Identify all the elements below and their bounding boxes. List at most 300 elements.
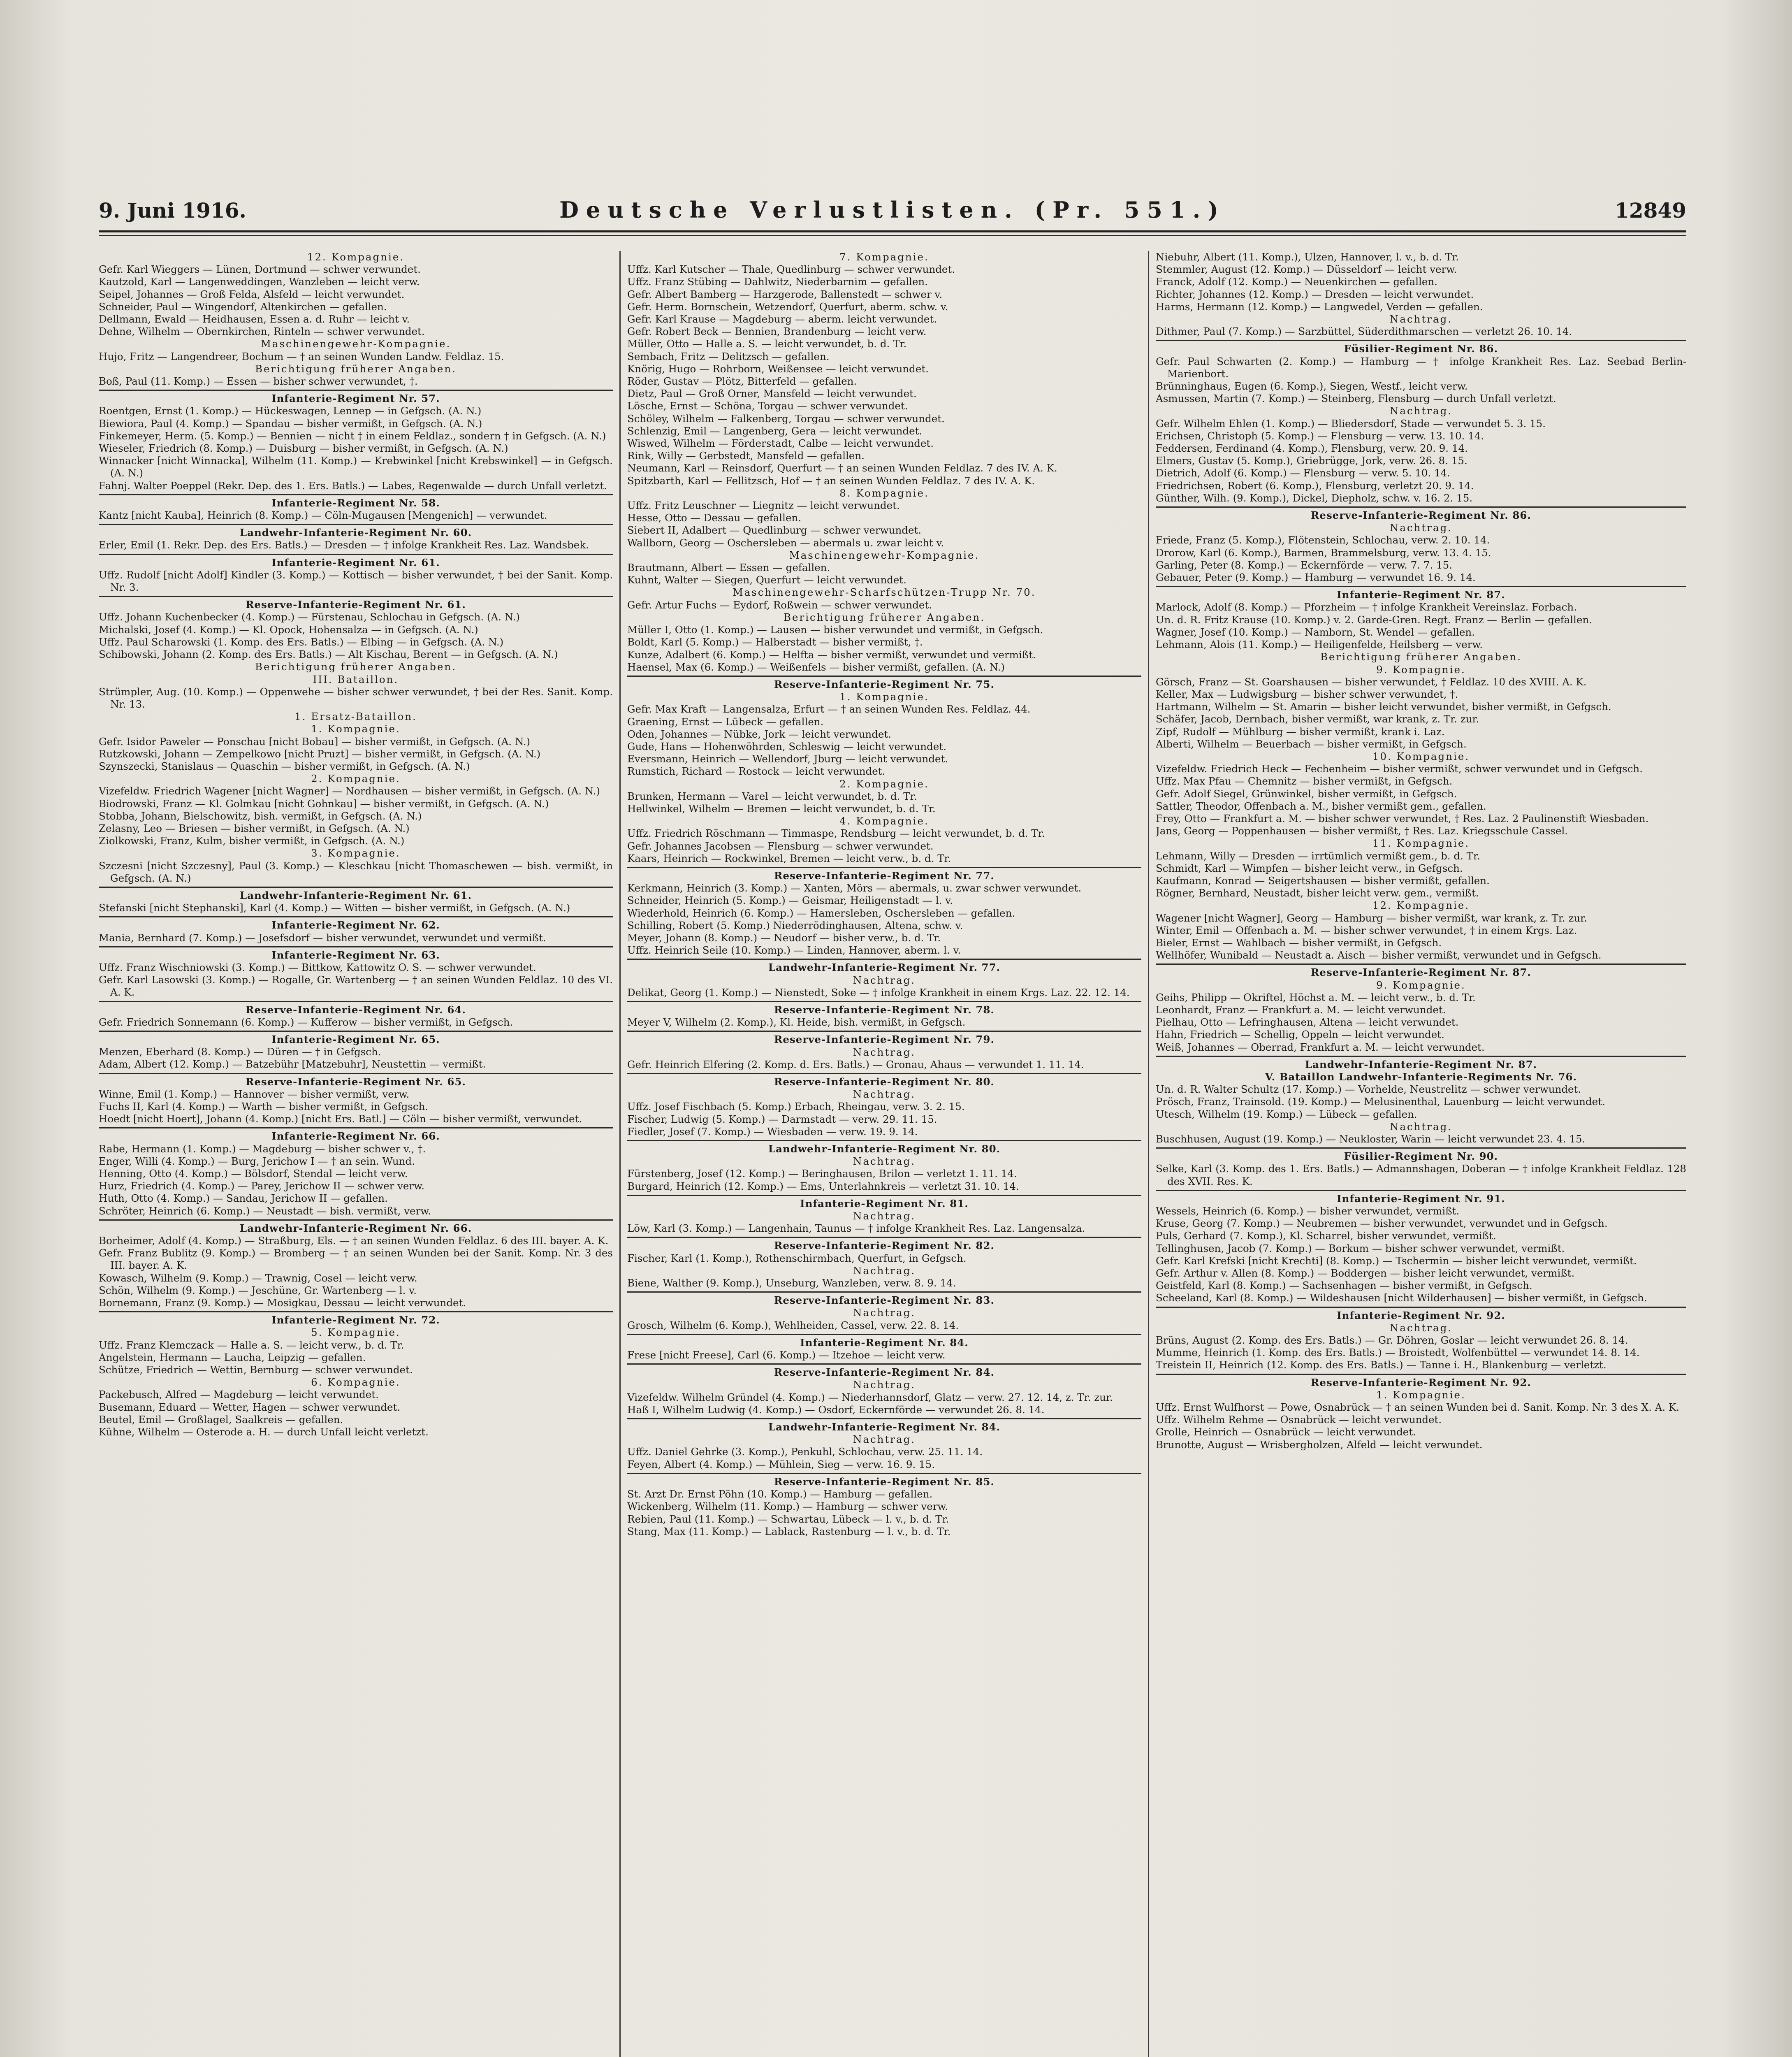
subsection-heading: 11. Kompagnie. bbox=[1372, 837, 1470, 850]
casualty-entry: Gefr. Robert Beck — Bennien, Brandenburg — leicht verw. bbox=[627, 325, 927, 338]
section-rule bbox=[99, 1031, 613, 1032]
section-rule bbox=[1156, 506, 1686, 508]
casualty-entry: Kautzold, Karl — Langenweddingen, Wanzleben — leicht verw. bbox=[99, 276, 420, 288]
casualty-entry: Schmidt, Karl — Wimpfen — bisher leicht verw., in Gefgsch. bbox=[1156, 862, 1463, 874]
casualty-entry: Kantz [nicht Kauba], Heinrich (8. Komp.) — Cöln-Mugausen [Mengenich] — verwundet. bbox=[99, 509, 547, 522]
casualty-entry: Scheeland, Karl (8. Komp.) — Wildeshausen [nicht Wilderhausen] — bisher vermißt, in Gefgsch. bbox=[1156, 1292, 1647, 1304]
section-rule bbox=[1156, 1190, 1686, 1191]
casualty-entry: Gefr. Herm. Bornschein, Wetzendorf, Querfurt, aberm. schw. v. bbox=[627, 300, 948, 313]
section-rule bbox=[627, 676, 1141, 677]
regiment-heading: Landwehr-Infanterie-Regiment Nr. 87. bbox=[1305, 1058, 1537, 1070]
subsection-heading: Nachtrag. bbox=[853, 1088, 916, 1100]
casualty-entry: Stemmler, August (12. Komp.) — Düsseldorf — leicht verw. bbox=[1156, 263, 1457, 276]
casualty-entry: Wagener [nicht Wagner], Georg — Hamburg — bisher vermißt, war krank, z. Tr. zur. bbox=[1156, 912, 1587, 924]
casualty-entry: Vizefeldw. Friedrich Heck — Fechenheim — bisher vermißt, schwer verwundet und in Gefgsch. bbox=[1156, 763, 1643, 775]
casualty-entry: Rögner, Bernhard, Neustadt, bisher leicht verw. gem., vermißt. bbox=[1156, 887, 1479, 899]
casualty-entry: Uffz. Daniel Gehrke (3. Komp.), Penkuhl, Schlochau, verw. 25. 11. 14. bbox=[627, 1446, 983, 1458]
casualty-entry: Gude, Hans — Hohenwöhrden, Schleswig — leicht verwundet. bbox=[627, 740, 946, 752]
casualty-entry: Winter, Emil — Offenbach a. M. — bisher schwer verwundet, † in einem Krgs. Laz. bbox=[1156, 924, 1577, 936]
casualty-entry: Dehne, Wilhelm — Obernkirchen, Rinteln — schwer verwundet. bbox=[99, 325, 425, 338]
section-rule bbox=[627, 1073, 1141, 1074]
casualty-entry: Röder, Gustav — Plötz, Bitterfeld — gefallen. bbox=[627, 375, 857, 388]
casualty-entry: Wiswed, Wilhelm — Förderstadt, Calbe — leicht verwundet. bbox=[627, 437, 934, 450]
casualty-entry: Schilling, Robert (5. Komp.) Niederrödinghausen, Altena, schw. v. bbox=[627, 919, 963, 931]
casualty-entry: Hartmann, Wilhelm — St. Amarin — bisher leicht verwundet, bisher vermißt, in Gefgsch. bbox=[1156, 701, 1611, 713]
casualty-entry: Gefr. Isidor Paweler — Ponschau [nicht Bobau] — bisher vermißt, in Gefgsch. (A. N.) bbox=[99, 735, 531, 748]
casualty-entry: Wagner, Josef (10. Komp.) — Namborn, St. Wendel — gefallen. bbox=[1156, 626, 1475, 638]
regiment-heading: Landwehr-Infanterie-Regiment Nr. 84. bbox=[768, 1421, 1001, 1433]
column-divider bbox=[1148, 251, 1149, 2057]
subsection-heading: Maschinengewehr-Scharfschützen-Trupp Nr. 70. bbox=[733, 586, 1036, 599]
regiment-heading: Infanterie-Regiment Nr. 87. bbox=[1337, 589, 1505, 601]
page-number: 12849 bbox=[1615, 198, 1686, 223]
column-left bbox=[99, 251, 613, 2057]
section-rule bbox=[627, 867, 1141, 868]
casualty-entry: Brünninghaus, Eugen (6. Komp.), Siegen, Westf., leicht verw. bbox=[1156, 380, 1468, 392]
page-header bbox=[99, 195, 1686, 228]
casualty-entry: Elmers, Gustav (5. Komp.), Griebrügge, Jork, verw. 26. 8. 15. bbox=[1156, 455, 1467, 467]
regiment-heading: Infanterie-Regiment Nr. 84. bbox=[800, 1336, 969, 1349]
subsection-heading: 10. Kompagnie. bbox=[1372, 750, 1470, 762]
section-rule bbox=[1156, 586, 1686, 587]
casualty-entry: Lehmann, Willy — Dresden — irrtümlich vermißt gem., b. d. Tr. bbox=[1156, 850, 1480, 862]
section-rule bbox=[99, 596, 613, 597]
section-rule bbox=[627, 1140, 1141, 1141]
subsection-heading: Nachtrag. bbox=[853, 1264, 916, 1277]
casualty-entry: Meyer, Johann (8. Komp.) — Neudorf — bisher verw., b. d. Tr. bbox=[627, 931, 941, 944]
casualty-entry: Henning, Otto (4. Komp.) — Bölsdorf, Stendal — leicht verw. bbox=[99, 1168, 408, 1180]
casualty-entry: Hellwinkel, Wilhelm — Bremen — leicht verwundet, b. d. Tr. bbox=[627, 802, 936, 815]
casualty-entry: Pielhau, Otto — Lefringhausen, Altena — leicht verwundet. bbox=[1156, 1016, 1459, 1028]
casualty-entry: Gefr. Albert Bamberg — Harzgerode, Ballenstedt — schwer v. bbox=[627, 288, 943, 300]
casualty-entry: Wieseler, Friedrich (8. Komp.) — Duisburg — bisher vermißt, in Gefgsch. (A. N.) bbox=[99, 442, 508, 455]
casualty-entry: Huth, Otto (4. Komp.) — Sandau, Jerichow II — gefallen. bbox=[99, 1192, 388, 1205]
subsection-heading: 1. Kompagnie. bbox=[1376, 1388, 1466, 1401]
subsection-heading: 4. Kompagnie. bbox=[839, 815, 929, 827]
casualty-entry: Hurz, Friedrich (4. Komp.) — Parey, Jerichow II — schwer verw. bbox=[99, 1180, 424, 1192]
casualty-entry: Gefr. Karl Krause — Magdeburg — aberm. leicht verwundet. bbox=[627, 313, 937, 325]
subsection-heading: Nachtrag. bbox=[853, 1046, 916, 1058]
casualty-entry: Knörig, Hugo — Rohrborn, Weißensee — leicht verwundet. bbox=[627, 362, 929, 375]
casualty-entry: Asmussen, Martin (7. Komp.) — Steinberg, Flensburg — durch Unfall verletzt. bbox=[1156, 392, 1556, 405]
regiment-heading: Reserve-Infanterie-Regiment Nr. 87. bbox=[1311, 966, 1531, 979]
casualty-entry: Jans, Georg — Poppenhausen — bisher vermißt, † Res. Laz. Kriegsschule Cassel. bbox=[1156, 825, 1568, 837]
section-rule bbox=[99, 1073, 613, 1074]
casualty-entry: Gefr. Franz Bublitz (9. Komp.) — Bromberg — † an seinen Wunden bei der Sanit. Komp. Nr. 3 des III. bayer. A. K. bbox=[99, 1247, 613, 1272]
casualty-entry: Kaufmann, Konrad — Seigertshausen — bisher vermißt, gefallen. bbox=[1156, 874, 1490, 887]
section-rule bbox=[1156, 1374, 1686, 1375]
casualty-entry: Gefr. Max Kraft — Langensalza, Erfurt — † an seinen Wunden Res. Feldlaz. 44. bbox=[627, 703, 1031, 715]
subsection-heading: 9. Kompagnie. bbox=[1376, 663, 1466, 676]
casualty-entry: Uffz. Heinrich Seile (10. Komp.) — Linden, Hannover, aberm. l. v. bbox=[627, 944, 961, 957]
regiment-heading: Infanterie-Regiment Nr. 92. bbox=[1337, 1309, 1505, 1321]
casualty-entry: Vizefeldw. Friedrich Wagener [nicht Wagner] — Nordhausen — bisher vermißt, in Gefgsch. (A. N.) bbox=[99, 785, 600, 797]
section-rule bbox=[627, 1291, 1141, 1293]
casualty-entry: Spitzbarth, Karl — Fellitzsch, Hof — † an seinen Wunden Feldlaz. 7 des IV. A. K. bbox=[627, 474, 1035, 487]
casualty-entry: Gefr. Artur Fuchs — Eydorf, Roßwein — schwer verwundet. bbox=[627, 599, 932, 611]
subsection-heading: 5. Kompagnie. bbox=[311, 1326, 401, 1339]
casualty-entry: Wickenberg, Wilhelm (11. Komp.) — Hamburg — schwer verw. bbox=[627, 1500, 948, 1513]
casualty-entry: Uffz. Paul Scharowski (1. Komp. des Ers. Batls.) — Elbing — in Gefgsch. (A. N.) bbox=[99, 636, 504, 648]
casualty-entry: Drorow, Karl (6. Komp.), Barmen, Brammelsburg, verw. 13. 4. 15. bbox=[1156, 546, 1491, 559]
casualty-entry: Dithmer, Paul (7. Komp.) — Sarzbüttel, Süderdithmarschen — verletzt 26. 10. 14. bbox=[1156, 325, 1572, 338]
subsection-heading: 7. Kompagnie. bbox=[839, 251, 929, 263]
casualty-entry: Dellmann, Ewald — Heidhausen, Essen a. d. Ruhr — leicht v. bbox=[99, 313, 410, 325]
casualty-entry: Biene, Walther (9. Komp.), Unseburg, Wanzleben, verw. 8. 9. 14. bbox=[627, 1277, 956, 1289]
casualty-entry: Rumstich, Richard — Rostock — leicht verwundet. bbox=[627, 765, 886, 778]
subsection-heading: Nachtrag. bbox=[1389, 405, 1453, 417]
header-rule-thin bbox=[99, 235, 1686, 236]
casualty-entry: Gefr. Karl Lasowski (3. Komp.) — Rogalle, Gr. Wartenberg — † an seinen Wunden Feldlaz. 10 des VI. A. K. bbox=[99, 974, 613, 998]
regiment-heading: Landwehr-Infanterie-Regiment Nr. 61. bbox=[239, 889, 472, 901]
casualty-entry: Mumme, Heinrich (1. Komp. des Ers. Batls.) — Broistedt, Wolfenbüttel — verwundet 14. 8. 14. bbox=[1156, 1347, 1640, 1359]
casualty-entry: Lehmann, Alois (11. Komp.) — Heiligenfelde, Heilsberg — verw. bbox=[1156, 638, 1483, 651]
subsection-heading: Nachtrag. bbox=[853, 1379, 916, 1391]
subsection-heading: Nachtrag. bbox=[853, 974, 916, 986]
subsection-heading: Berichtigung früherer Angaben. bbox=[1320, 651, 1522, 663]
casualty-entry: Uffz. Josef Fischbach (5. Komp.) Erbach, Rheingau, verw. 3. 2. 15. bbox=[627, 1100, 965, 1113]
casualty-entry: Garling, Peter (8. Komp.) — Eckernförde — verw. 7. 7. 15. bbox=[1156, 559, 1452, 571]
regiment-heading: Landwehr-Infanterie-Regiment Nr. 60. bbox=[239, 527, 472, 539]
subsection-heading: III. Bataillon. bbox=[313, 673, 399, 685]
casualty-entry: Rabe, Hermann (1. Komp.) — Magdeburg — bisher schwer v., †. bbox=[99, 1142, 426, 1155]
casualty-entry: Müller I, Otto (1. Komp.) — Lausen — bisher verwundet und vermißt, in Gefgsch. bbox=[627, 624, 1043, 636]
casualty-entry: Schneider, Paul — Wingendorf, Altenkirchen — gefallen. bbox=[99, 300, 387, 313]
casualty-entry: Kerkmann, Heinrich (3. Komp.) — Xanten, Mörs — abermals, u. zwar schwer verwundet. bbox=[627, 882, 1082, 894]
regiment-heading: Reserve-Infanterie-Regiment Nr. 84. bbox=[774, 1366, 995, 1379]
casualty-entry: Lösche, Ernst — Schöna, Torgau — schwer verwundet. bbox=[627, 400, 908, 412]
casualty-entry: Bornemann, Franz (9. Komp.) — Mosigkau, Dessau — leicht verwundet. bbox=[99, 1297, 466, 1309]
casualty-entry: Hesse, Otto — Dessau — gefallen. bbox=[627, 512, 802, 524]
casualty-entry: Frey, Otto — Frankfurt a. M. — bisher schwer verwundet, † Res. Laz. 2 Paulinenstift Wiesbaden. bbox=[1156, 812, 1649, 824]
casualty-entry: Hoedt [nicht Hoert], Johann (4. Komp.) [nicht Ers. Batl.] — Cöln — bisher vermißt, verwundet. bbox=[99, 1113, 582, 1125]
casualty-entry: Sembach, Fritz — Delitzsch — gefallen. bbox=[627, 350, 830, 362]
casualty-entry: Burgard, Heinrich (12. Komp.) — Ems, Unterlahnkreis — verletzt 31. 10. 14. bbox=[627, 1180, 1019, 1192]
section-rule bbox=[99, 1127, 613, 1128]
section-rule bbox=[99, 1219, 613, 1221]
subsection-heading: 6. Kompagnie. bbox=[311, 1376, 401, 1388]
casualty-entry: Gefr. Heinrich Elfering (2. Komp. d. Ers. Batls.) — Gronau, Ahaus — verwundet 1. 11. 14. bbox=[627, 1058, 1084, 1070]
subsection-heading: 1. Kompagnie. bbox=[839, 691, 929, 703]
casualty-entry: Mania, Bernhard (7. Komp.) — Josefsdorf — bisher verwundet, verwundet und vermißt. bbox=[99, 931, 546, 944]
casualty-entry: Borheimer, Adolf (4. Komp.) — Straßburg, Els. — † an seinen Wunden Feldlaz. 6 des III. bayer. A. K. bbox=[99, 1235, 609, 1247]
subsection-heading: Nachtrag. bbox=[1389, 313, 1453, 325]
casualty-entry: Uffz. Max Pfau — Chemnitz — bisher vermißt, in Gefgsch. bbox=[1156, 775, 1453, 787]
casualty-entry: Fischer, Ludwig (5. Komp.) — Darmstadt — verw. 29. 11. 15. bbox=[627, 1113, 937, 1125]
casualty-entry: Fuchs II, Karl (4. Komp.) — Warth — bisher vermißt, in Gefgsch. bbox=[99, 1100, 429, 1112]
casualty-entry: Rutzkowski, Johann — Zempelkowo [nicht Pruzt] — bisher vermißt, in Gefgsch. (A. N.) bbox=[99, 748, 541, 760]
section-rule bbox=[627, 1237, 1141, 1238]
regiment-heading: Reserve-Infanterie-Regiment Nr. 79. bbox=[774, 1033, 995, 1046]
casualty-entry: Stobba, Johann, Bielschowitz, bish. vermißt, in Gefgsch. (A. N.) bbox=[99, 810, 422, 822]
section-rule bbox=[1156, 340, 1686, 341]
regiment-heading: Landwehr-Infanterie-Regiment Nr. 77. bbox=[768, 961, 1001, 974]
casualty-entry: Beutel, Emil — Großlagel, Saalkreis — gefallen. bbox=[99, 1413, 343, 1426]
regiment-heading: Infanterie-Regiment Nr. 58. bbox=[271, 497, 440, 509]
casualty-entry: Boldt, Karl (5. Komp.) — Halberstadt — bisher vermißt, †. bbox=[627, 636, 923, 648]
casualty-entry: Utesch, Wilhelm (19. Komp.) — Lübeck — gefallen. bbox=[1156, 1108, 1417, 1120]
section-rule bbox=[1156, 1147, 1686, 1149]
casualty-entry: Löw, Karl (3. Komp.) — Langenhain, Taunus — † infolge Krankheit Res. Laz. Langensalza. bbox=[627, 1222, 1085, 1235]
regiment-heading: Reserve-Infanterie-Regiment Nr. 85. bbox=[774, 1475, 995, 1488]
casualty-entry: Frese [nicht Freese], Carl (6. Komp.) — Itzehoe — leicht verw. bbox=[627, 1349, 946, 1361]
section-rule bbox=[1156, 963, 1686, 965]
casualty-entry: Geistfeld, Karl (8. Komp.) — Sachsenhagen — bisher vermißt, in Gefgsch. bbox=[1156, 1279, 1532, 1292]
casualty-entry: Gefr. Wilhelm Ehlen (1. Komp.) — Bliedersdorf, Stade — verwundet 5. 3. 15. bbox=[1156, 417, 1546, 430]
casualty-entry: Busemann, Eduard — Wetter, Hagen — schwer verwundet. bbox=[99, 1401, 401, 1413]
casualty-entry: Meyer V, Wilhelm (2. Komp.), Kl. Heide, bish. vermißt, in Gefgsch. bbox=[627, 1016, 966, 1028]
section-rule bbox=[627, 1473, 1141, 1474]
casualty-entry: Szynszecki, Stanislaus — Quaschin — bisher vermißt, in Gefgsch. (A. N.) bbox=[99, 760, 470, 772]
casualty-entry: Sattler, Theodor, Offenbach a. M., bisher vermißt gem., gefallen. bbox=[1156, 800, 1486, 812]
section-rule bbox=[99, 887, 613, 888]
casualty-entry: Uffz. Franz Klemczack — Halle a. S. — leicht verw., b. d. Tr. bbox=[99, 1339, 404, 1351]
casualty-entry: Adam, Albert (12. Komp.) — Batzebühr [Matzebuhr], Neustettin — vermißt. bbox=[99, 1058, 486, 1070]
subsection-heading: 2. Kompagnie. bbox=[839, 778, 929, 790]
regiment-heading: Infanterie-Regiment Nr. 66. bbox=[271, 1130, 440, 1142]
casualty-entry: Wallborn, Georg — Oschersleben — abermals u. zwar leicht v. bbox=[627, 536, 944, 549]
subsection-heading: Berichtigung früherer Angaben. bbox=[255, 661, 457, 673]
column-right bbox=[1156, 251, 1686, 2057]
section-rule bbox=[627, 1195, 1141, 1196]
section-rule bbox=[627, 1363, 1141, 1365]
casualty-entry: Uffz. Franz Stübing — Dahlwitz, Niederbarnim — gefallen. bbox=[627, 276, 928, 288]
casualty-entry: Treistein II, Heinrich (12. Komp. des Ers. Batls.) — Tanne i. H., Blankenburg — verletzt. bbox=[1156, 1359, 1607, 1371]
section-rule bbox=[1156, 1307, 1686, 1308]
subsection-heading: Maschinengewehr-Kompagnie. bbox=[789, 549, 980, 561]
casualty-entry: Gefr. Karl Wieggers — Lünen, Dortmund — schwer verwundet. bbox=[99, 263, 421, 276]
casualty-entry: Niebuhr, Albert (11. Komp.), Ulzen, Hannover, l. v., b. d. Tr. bbox=[1156, 251, 1459, 263]
section-rule bbox=[99, 524, 613, 525]
casualty-entry: Gefr. Johannes Jacobsen — Flensburg — schwer verwundet. bbox=[627, 840, 934, 852]
casualty-entry: Schütze, Friedrich — Wettin, Bernburg — schwer verwundet. bbox=[99, 1364, 413, 1376]
column-divider bbox=[619, 251, 621, 2057]
casualty-entry: Uffz. Wilhelm Rehme — Osnabrück — leicht verwundet. bbox=[1156, 1414, 1442, 1426]
section-rule bbox=[627, 1031, 1141, 1032]
casualty-entry: Rink, Willy — Gerbstedt, Mansfeld — gefallen. bbox=[627, 450, 865, 462]
regiment-heading: Reserve-Infanterie-Regiment Nr. 82. bbox=[774, 1240, 995, 1252]
casualty-entry: Strümpler, Aug. (10. Komp.) — Oppenwehe — bisher schwer verwundet, † bei der Res. Sanit. Komp. Nr. 13. bbox=[99, 685, 613, 710]
subsection-heading: Nachtrag. bbox=[1389, 522, 1453, 534]
casualty-entry: Fürstenberg, Josef (12. Komp.) — Beringhausen, Brilon — verletzt 1. 11. 14. bbox=[627, 1168, 1017, 1180]
casualty-entry: Biodrowski, Franz — Kl. Golmkau [nicht Gohnkau] — bisher vermißt, in Gefgsch. (A. N.) bbox=[99, 797, 549, 810]
subsection-heading: 12. Kompagnie. bbox=[1372, 899, 1470, 912]
casualty-entry: Kühne, Wilhelm — Osterode a. H. — durch Unfall leicht verletzt. bbox=[99, 1426, 429, 1438]
casualty-entry: Uffz. Ernst Wulfhorst — Powe, Osnabrück — † an seinen Wunden bei d. Sanit. Komp. Nr. 3 des X. A. K. bbox=[1156, 1401, 1680, 1414]
subsection-heading: Nachtrag. bbox=[853, 1210, 916, 1222]
column-middle bbox=[627, 251, 1141, 2057]
casualty-entry: Hujo, Fritz — Langendreer, Bochum — † an seinen Wunden Landw. Feldlaz. 15. bbox=[99, 350, 504, 362]
casualty-entry: Puls, Gerhard (7. Komp.), Kl. Scharrel, bisher verwundet, vermißt. bbox=[1156, 1230, 1496, 1242]
casualty-entry: Tellinghusen, Jacob (7. Komp.) — Borkum — bisher schwer verwundet, vermißt. bbox=[1156, 1242, 1565, 1254]
casualty-entry: Neumann, Karl — Reinsdorf, Querfurt — † an seinen Wunden Feldlaz. 7 des IV. A. K. bbox=[627, 462, 1057, 474]
casualty-entry: Eversmann, Heinrich — Wellendorf, Jburg — leicht verwundet. bbox=[627, 753, 948, 765]
casualty-entry: Kaars, Heinrich — Rockwinkel, Bremen — leicht verw., b. d. Tr. bbox=[627, 852, 951, 864]
casualty-entry: St. Arzt Dr. Ernst Pöhn (10. Komp.) — Hamburg — gefallen. bbox=[627, 1488, 933, 1500]
casualty-entry: Wessels, Heinrich (6. Komp.) — bisher verwundet, vermißt. bbox=[1156, 1205, 1460, 1217]
subsection-heading: Nachtrag. bbox=[1389, 1321, 1453, 1334]
casualty-entry: Szczesni [nicht Szczesny], Paul (3. Komp.) — Kleschkau [nicht Thomaschewen — bish. vermißt, in Gefgsch. (A. N.) bbox=[99, 859, 613, 884]
casualty-entry: Seipel, Johannes — Groß Felda, Alsfeld — leicht verwundet. bbox=[99, 288, 405, 300]
regiment-heading: Reserve-Infanterie-Regiment Nr. 77. bbox=[774, 869, 995, 882]
casualty-entry: Schön, Wilhelm (9. Komp.) — Jeschüne, Gr. Wartenberg — l. v. bbox=[99, 1284, 417, 1296]
casualty-entry: Biewiora, Paul (4. Komp.) — Spandau — bisher vermißt, in Gefgsch. (A. N.) bbox=[99, 417, 482, 430]
section-rule bbox=[99, 554, 613, 555]
casualty-entry: Schröter, Heinrich (6. Komp.) — Neustadt — bish. vermißt, verw. bbox=[99, 1205, 431, 1217]
casualty-entry: Uffz. Johann Kuchenbecker (4. Komp.) — Fürstenau, Schlochau in Gefgsch. (A. N.) bbox=[99, 611, 520, 623]
casualty-entry: Schlenzig, Emil — Langenberg, Gera — leicht verwundet. bbox=[627, 425, 923, 437]
subsection-heading: Nachtrag. bbox=[853, 1307, 916, 1319]
subsection-heading: 9. Kompagnie. bbox=[1376, 979, 1466, 991]
casualty-entry: Ziolkowski, Franz, Kulm, bisher vermißt, in Gefgsch. (A. N.) bbox=[99, 835, 405, 847]
regiment-heading: Infanterie-Regiment Nr. 72. bbox=[271, 1314, 440, 1326]
regiment-heading: Reserve-Infanterie-Regiment Nr. 92. bbox=[1311, 1376, 1531, 1388]
casualty-entry: Schöley, Wilhelm — Falkenberg, Torgau — schwer verwundet. bbox=[627, 412, 945, 425]
casualty-entry: Görsch, Franz — St. Goarshausen — bisher verwundet, † Feldlaz. 10 des XVIII. A. K. bbox=[1156, 676, 1587, 688]
section-rule bbox=[99, 390, 613, 391]
casualty-entry: Friede, Franz (5. Komp.), Flötenstein, Schlochau, verw. 2. 10. 14. bbox=[1156, 534, 1490, 546]
casualty-entry: Gefr. Friedrich Sonnemann (6. Komp.) — Kufferow — bisher vermißt, in Gefgsch. bbox=[99, 1016, 513, 1028]
regiment-heading: Reserve-Infanterie-Regiment Nr. 75. bbox=[774, 678, 995, 690]
header-rule bbox=[99, 230, 1686, 232]
casualty-entry: Hahn, Friedrich — Schellig, Oppeln — leicht verwundet. bbox=[1156, 1028, 1444, 1041]
section-rule bbox=[627, 1334, 1141, 1335]
casualty-entry: Kunze, Adalbert (6. Komp.) — Helfta — bisher vermißt, verwundet und vermißt. bbox=[627, 648, 1036, 661]
section-rule bbox=[99, 946, 613, 947]
casualty-entry: Delikat, Georg (1. Komp.) — Nienstedt, Soke — † infolge Krankheit in einem Krgs. Laz. 22. 12. 14. bbox=[627, 986, 1130, 998]
casualty-entry: Kowasch, Wilhelm (9. Komp.) — Trawnig, Cosel — leicht verw. bbox=[99, 1272, 417, 1284]
casualty-entry: Wellhöfer, Wunibald — Neustadt a. Aisch — bisher vermißt, verwundet und in Gefgsch. bbox=[1156, 949, 1602, 961]
subsection-heading: Maschinengewehr-Kompagnie. bbox=[260, 338, 451, 350]
casualty-entry: Selke, Karl (3. Komp. des 1. Ers. Batls.) — Admannshagen, Doberan — † infolge Krankheit Feldlaz. 128 des XVII. Res. K. bbox=[1156, 1163, 1686, 1187]
casualty-entry: Rebien, Paul (11. Komp.) — Schwartau, Lübeck — l. v., b. d. Tr. bbox=[627, 1513, 949, 1525]
casualty-entry: Gefr. Arthur v. Allen (8. Komp.) — Boddergen — bisher leicht verwundet, vermißt. bbox=[1156, 1267, 1575, 1279]
casualty-entry: Schäfer, Jacob, Dernbach, bisher vermißt, war krank, z. Tr. zur. bbox=[1156, 713, 1479, 725]
casualty-entry: Uffz. Karl Kutscher — Thale, Quedlinburg — schwer verwundet. bbox=[627, 263, 955, 276]
casualty-entry: Müller, Otto — Halle a. S. — leicht verwundet, b. d. Tr. bbox=[627, 338, 907, 350]
casualty-entry: Brüns, August (2. Komp. des Ers. Batls.) — Gr. Döhren, Goslar — leicht verwundet 26. 8. 14. bbox=[1156, 1334, 1628, 1347]
casualty-entry: Bieler, Ernst — Wahlbach — bisher vermißt, in Gefgsch. bbox=[1156, 936, 1442, 949]
casualty-entry: Marlock, Adolf (8. Komp.) — Pforzheim — † infolge Krankheit Vereinslaz. Forbach. bbox=[1156, 601, 1577, 613]
casualty-entry: Leonhardt, Franz — Frankfurt a. M. — leicht verwundet. bbox=[1156, 1003, 1446, 1016]
casualty-entry: Erler, Emil (1. Rekr. Dep. des Ers. Batls.) — Dresden — † infolge Krankheit Res. Laz. Wandsbek. bbox=[99, 539, 589, 551]
regiment-heading: Reserve-Infanterie-Regiment Nr. 83. bbox=[774, 1294, 995, 1307]
casualty-entry: Gefr. Paul Schwarten (2. Komp.) — Hamburg — † infolge Krankheit Res. Laz. Seebad Berlin-Marienbort. bbox=[1156, 355, 1686, 380]
regiment-heading: Reserve-Infanterie-Regiment Nr. 64. bbox=[246, 1003, 466, 1016]
casualty-entry: Wiederhold, Heinrich (6. Komp.) — Hamersleben, Oschersleben — gefallen. bbox=[627, 907, 1015, 919]
casualty-entry: Kruse, Georg (7. Komp.) — Neubremen — bisher verwundet, verwundet und in Gefgsch. bbox=[1156, 1217, 1608, 1230]
casualty-entry: Finkemeyer, Herm. (5. Komp.) — Bennien — nicht † in einem Feldlaz., sondern † in Gefgsch. (A. N.) bbox=[99, 430, 606, 442]
casualty-entry: Vizefeldw. Wilhelm Gründel (4. Komp.) — Niederhannsdorf, Glatz — verw. 27. 12. 14, z. Tr. zur. bbox=[627, 1391, 1113, 1403]
casualty-entry: Weiß, Johannes — Oberrad, Frankfurt a. M. — leicht verwundet. bbox=[1156, 1041, 1485, 1053]
casualty-entry: Oden, Johannes — Nübke, Jork — leicht verwundet. bbox=[627, 728, 892, 740]
casualty-entry: Friedrichsen, Robert (6. Komp.), Flensburg, verletzt 20. 9. 14. bbox=[1156, 479, 1474, 492]
regiment-heading: Füsilier-Regiment Nr. 90. bbox=[1344, 1150, 1498, 1163]
casualty-entry: Siebert II, Adalbert — Quedlinburg — schwer verwundet. bbox=[627, 524, 922, 536]
casualty-entry: Dietrich, Adolf (6. Komp.) — Flensburg — verw. 5. 10. 14. bbox=[1156, 467, 1450, 479]
regiment-heading: Reserve-Infanterie-Regiment Nr. 61. bbox=[246, 599, 466, 611]
regiment-heading: Infanterie-Regiment Nr. 57. bbox=[271, 392, 440, 405]
casualty-entry: Brautmann, Albert — Essen — gefallen. bbox=[627, 562, 830, 574]
section-rule bbox=[99, 1001, 613, 1002]
casualty-entry: Uffz. Rudolf [nicht Adolf] Kindler (3. Komp.) — Kottisch — bisher verwundet, † bei der Sanit. Komp. Nr. 3. bbox=[99, 569, 613, 594]
casualty-entry: Zelasny, Leo — Briesen — bisher vermißt, in Gefgsch. (A. N.) bbox=[99, 822, 410, 834]
casualty-entry: Alberti, Wilhelm — Beuerbach — bisher vermißt, in Gefgsch. bbox=[1156, 738, 1467, 750]
casualty-entry: Gefr. Adolf Siegel, Grünwinkel, bisher vermißt, in Gefgsch. bbox=[1156, 787, 1457, 800]
casualty-entry: Richter, Johannes (12. Komp.) — Dresden — leicht verwundet. bbox=[1156, 288, 1474, 300]
issue-date: 9. Juni 1916. bbox=[99, 198, 246, 223]
casualty-entry: Winne, Emil (1. Komp.) — Hannover — bisher vermißt, verw. bbox=[99, 1088, 410, 1100]
casualty-entry: Brunotte, August — Wrisbergholzen, Alfeld — leicht verwundet. bbox=[1156, 1438, 1483, 1451]
casualty-entry: Enger, Willi (4. Komp.) — Burg, Jerichow I — † an sein. Wund. bbox=[99, 1155, 415, 1167]
subsection-heading: Nachtrag. bbox=[853, 1433, 916, 1446]
subsection-heading: Berichtigung früherer Angaben. bbox=[783, 611, 985, 623]
regiment-heading: Landwehr-Infanterie-Regiment Nr. 80. bbox=[768, 1143, 1001, 1155]
subsection-heading: 3. Kompagnie. bbox=[311, 847, 401, 859]
regiment-heading: Infanterie-Regiment Nr. 61. bbox=[271, 556, 440, 569]
regiment-heading: Infanterie-Regiment Nr. 65. bbox=[271, 1033, 440, 1045]
casualty-entry: Keller, Max — Ludwigsburg — bisher schwer verwundet, †. bbox=[1156, 688, 1458, 700]
casualty-entry: Schibowski, Johann (2. Komp. des Ers. Batls.) — Alt Kischau, Berent — in Gefgsch. (A. N.) bbox=[99, 648, 558, 661]
casualty-entry: Uffz. Fritz Leuschner — Liegnitz — leicht verwundet. bbox=[627, 499, 900, 512]
casualty-entry: Stefanski [nicht Stephanski], Karl (4. Komp.) — Witten — bisher vermißt, in Gefgsch. (A. N.) bbox=[99, 902, 570, 914]
regiment-heading: Reserve-Infanterie-Regiment Nr. 65. bbox=[246, 1075, 466, 1088]
casualty-entry: Graening, Ernst — Lübeck — gefallen. bbox=[627, 715, 824, 728]
casualty-entry: Dietz, Paul — Groß Orner, Mansfeld — leicht verwundet. bbox=[627, 388, 917, 400]
casualty-entry: Gebauer, Peter (9. Komp.) — Hamburg — verwundet 16. 9. 14. bbox=[1156, 571, 1476, 584]
subsection-heading: 8. Kompagnie. bbox=[839, 487, 929, 499]
casualty-entry: Packebusch, Alfred — Magdeburg — leicht verwundet. bbox=[99, 1388, 379, 1401]
casualty-entry: Franck, Adolf (12. Komp.) — Neuenkirchen — gefallen. bbox=[1156, 276, 1437, 288]
section-rule bbox=[627, 959, 1141, 960]
subsection-heading: Nachtrag. bbox=[853, 1155, 916, 1168]
casualty-entry: Stang, Max (11. Komp.) — Lablack, Rastenburg — l. v., b. d. Tr. bbox=[627, 1525, 951, 1537]
regiment-heading: Landwehr-Infanterie-Regiment Nr. 66. bbox=[239, 1222, 472, 1234]
casualty-entry: Kuhnt, Walter — Siegen, Querfurt — leicht verwundet. bbox=[627, 574, 907, 586]
casualty-entry: Prösch, Franz, Trainsold. (19. Komp.) — Melusinenthal, Lauenburg — leicht verwundet. bbox=[1156, 1096, 1605, 1108]
subsection-heading: Nachtrag. bbox=[1389, 1120, 1453, 1133]
regiment-heading: Infanterie-Regiment Nr. 63. bbox=[271, 949, 440, 961]
section-rule bbox=[627, 1418, 1141, 1419]
subsection-heading: Berichtigung früherer Angaben. bbox=[255, 362, 457, 375]
casualty-entry: Grolle, Heinrich — Osnabrück — leicht verwundet. bbox=[1156, 1426, 1416, 1438]
publication-title: Deutsche Verlustlisten. (Pr. 551.) bbox=[559, 197, 1226, 223]
casualty-entry: Roentgen, Ernst (1. Komp.) — Hückeswagen, Lennep — in Gefgsch. (A. N.) bbox=[99, 405, 482, 417]
casualty-entry: Menzen, Eberhard (8. Komp.) — Düren — † in Gefgsch. bbox=[99, 1046, 381, 1058]
casualty-entry: Haß I, Wilhelm Ludwig (4. Komp.) — Osdorf, Eckernförde — verwundet 26. 8. 14. bbox=[627, 1403, 1045, 1416]
casualty-entry: Uffz. Franz Wischniowski (3. Komp.) — Bittkow, Kattowitz O. S. — schwer verwundet. bbox=[99, 961, 536, 973]
casualty-entry: Haensel, Max (6. Komp.) — Weißenfels — bisher vermißt, gefallen. (A. N.) bbox=[627, 661, 1005, 673]
regiment-heading: Füsilier-Regiment Nr. 86. bbox=[1344, 343, 1498, 355]
casualty-entry: Zipf, Rudolf — Mühlburg — bisher vermißt, krank i. Laz. bbox=[1156, 725, 1445, 738]
section-rule bbox=[99, 494, 613, 495]
casualty-entry: Brunken, Hermann — Varel — leicht verwundet, b. d. Tr. bbox=[627, 790, 917, 802]
casualty-entry: Boß, Paul (11. Komp.) — Essen — bisher schwer verwundet, †. bbox=[99, 375, 418, 388]
section-rule bbox=[99, 916, 613, 917]
casualty-entry: Angelstein, Hermann — Laucha, Leipzig — gefallen. bbox=[99, 1351, 366, 1363]
subsection-heading: 1. Ersatz-Bataillon. bbox=[294, 710, 417, 723]
subsection-heading: 12. Kompagnie. bbox=[307, 251, 405, 263]
casualty-entry: Fischer, Karl (1. Komp.), Rothenschirmbach, Querfurt, in Gefgsch. bbox=[627, 1252, 967, 1264]
casualty-entry: Un. d. R. Fritz Krause (10. Komp.) v. 2. Garde-Gren. Regt. Franz — Berlin — gefallen. bbox=[1156, 613, 1593, 626]
casualty-entry: Fahnj. Walter Poeppel (Rekr. Dep. des 1. Ers. Batls.) — Labes, Regenwalde — durch Unfall verletzt. bbox=[99, 479, 607, 492]
casualty-entry: Geihs, Philipp — Okriftel, Höchst a. M. — leicht verw., b. d. Tr. bbox=[1156, 991, 1476, 1003]
casualty-entry: Feddersen, Ferdinand (4. Komp.), Flensburg, verw. 20. 9. 14. bbox=[1156, 442, 1468, 455]
regiment-heading: Infanterie-Regiment Nr. 62. bbox=[271, 919, 440, 931]
casualty-entry: Buschhusen, August (19. Komp.) — Neukloster, Warin — leicht verwundet 23. 4. 15. bbox=[1156, 1133, 1586, 1145]
section-rule bbox=[627, 1001, 1141, 1002]
casualty-entry: Erichsen, Christoph (5. Komp.) — Flensburg — verw. 13. 10. 14. bbox=[1156, 430, 1484, 442]
